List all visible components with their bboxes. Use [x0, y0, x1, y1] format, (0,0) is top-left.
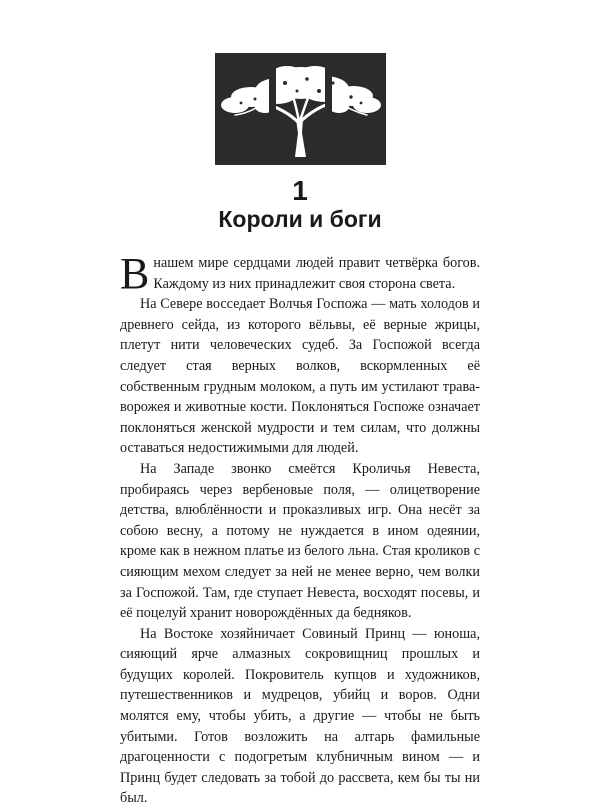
paragraph: На Севере восседает Волчья Госпожа — мать холодов и древнего сейда, из которого вёльвы, её верные жрицы, плетут нити человеческих судеб. За Госпожой всегда следует стая верных волков, вскормленных её собственным грудным молоком, а путь им устилают трава-ворожея и животные кости. Поклоняться Госпоже означает поклоняться женской мудрости и тем силам, что должны оставаться недостижимыми для людей.	[120, 296, 480, 457]
tree-triptych-icon	[215, 53, 386, 165]
chapter-title: Короли и боги	[218, 206, 382, 232]
chapter-number: 1	[292, 175, 308, 206]
paragraph: На Востоке хозяйничает Совиный Принц — юноша, сияющий ярче алмазных сокровищниц прошлых и будущих королей. Покровитель купцов и художников, путешественников и мудрецов, убийц и воров. Одни молятся ему, чтобы убить, а другие — чтобы не быть убитыми. Готов возложить на алтарь фамильные драгоценности с подогретым клубничным вином — и Принц будет следовать за тобой до рассвета, кем бы ты ни был.	[120, 625, 480, 807]
paragraph	[120, 249, 480, 298]
paragraph-text: нашем мире сердцами людей правит четвёрка богов. Каждому из них принадлежит своя сторона света.	[153, 255, 480, 292]
chapter-body	[120, 249, 480, 809]
drop-cap: В	[120, 249, 150, 298]
paragraph: На Западе звонко смеётся Кроличья Невеста, пробираясь через вербеновые поля, — олицетворение детства, влюблённости и проказливых игр. Она несёт за собою весну, а потому не нуждается в ином одеянии, кроме как в нежном платье из белого льна. Стая кроликов с сияющим мехом следует за ней не менее верно, чем волки за Госпожой. Там, где ступает Невеста, восходят посевы, и её поцелуй хранит новорождённых да бедняков.	[120, 460, 480, 622]
